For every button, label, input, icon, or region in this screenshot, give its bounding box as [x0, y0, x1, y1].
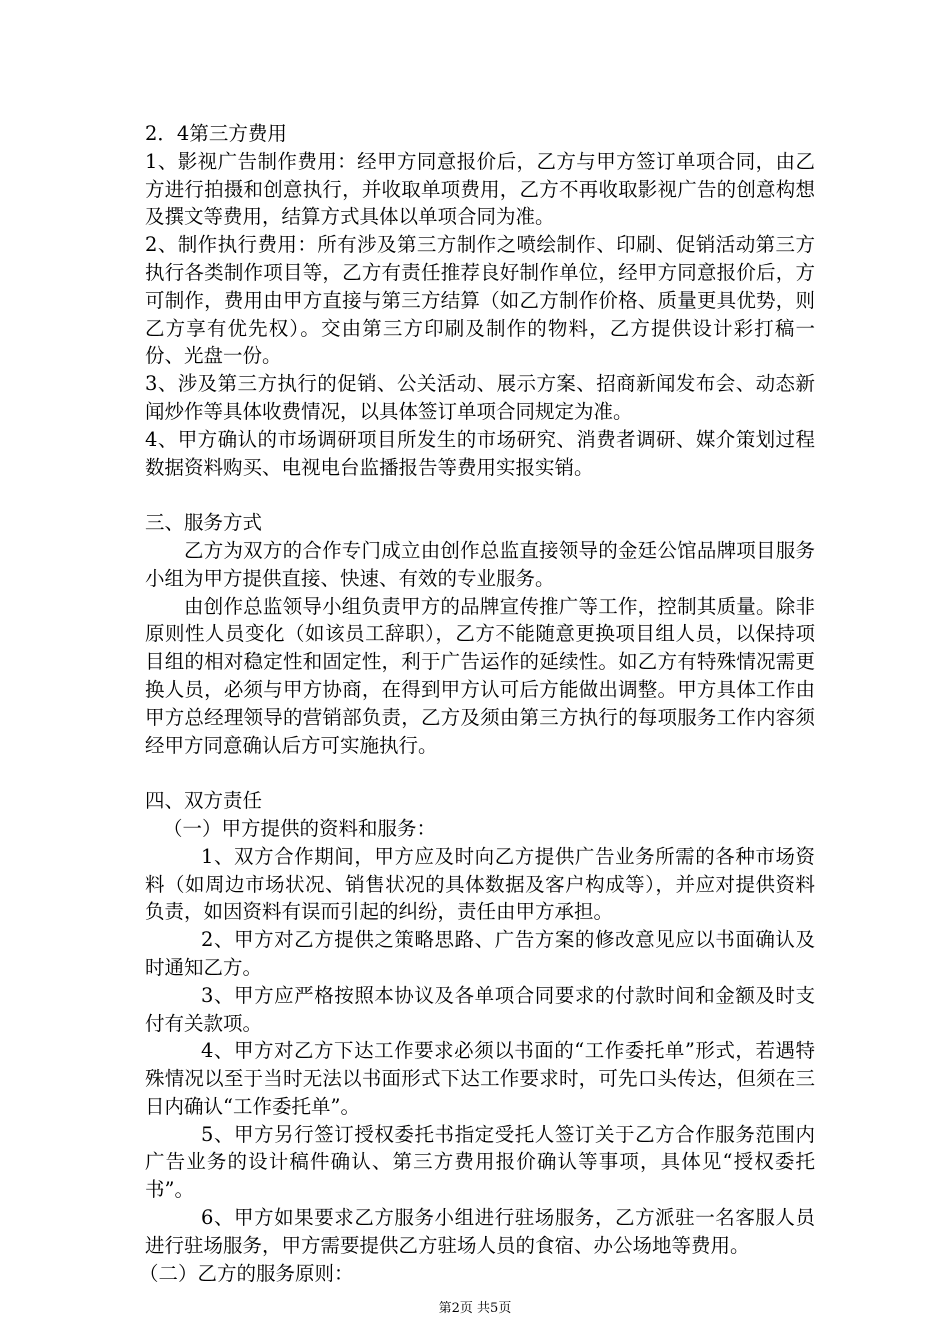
- list-item: 1、双方合作期间，甲方应及时向乙方提供广告业务所需的各种市场资料（如周边市场状况、销售状况的具体数据及客户构成等），并应对提供资料负责，如因资料有误而引起的纠纷，责任由甲方承担。: [145, 844, 815, 924]
- paragraph: 4、甲方确认的市场调研项目所发生的市场研究、消费者调研、媒介策划过程数据资料购买、电视电台监播报告等费用实报实销。: [145, 427, 815, 479]
- subsection-heading: （二）乙方的服务原则：: [139, 1261, 354, 1285]
- subsection-heading: （一）甲方提供的资料和服务：: [163, 816, 437, 840]
- list-item: 6、甲方如果要求乙方服务小组进行驻场服务，乙方派驻一名客服人员进行驻场服务，甲方需要提供乙方驻场人员的食宿、办公场地等费用。: [145, 1206, 815, 1257]
- list-item: 2、甲方对乙方提供之策略思路、广告方案的修改意见应以书面确认及时通知乙方。: [145, 928, 815, 979]
- paragraph: 乙方为双方的合作专门成立由创作总监直接领导的金廷公馆品牌项目服务小组为甲方提供直接、快速、有效的专业服务。: [145, 538, 815, 590]
- section-heading-responsibilities: 四、双方责任: [145, 789, 263, 813]
- document-body: [139, 120, 815, 1287]
- paragraph: 1、影视广告制作费用：经甲方同意报价后，乙方与甲方签订单项合同，由乙方进行拍摄和创意执行，并收取单项费用，乙方不再收取影视广告的创意构想及撰文等费用，结算方式具体以单项合同为准。: [145, 149, 815, 229]
- paragraph: 由创作总监领导小组负责甲方的品牌宣传推广等工作，控制其质量。除非原则性人员变化（如该员工辞职），乙方不能随意更换项目组人员，以保持项目组的相对稳定性和固定性，利于广告运作的延续性。如乙方有特殊情况需更换人员，必须与甲方协商，在得到甲方认可后方能做出调整。甲方具体工作由甲方总经理领导的营销部负责，乙方及须由第三方执行的每项服务工作内容须经甲方同意确认后方可实施执行。: [145, 594, 815, 757]
- page-footer: 第2页 共5页: [438, 1301, 512, 1316]
- paragraph: 2、制作执行费用：所有涉及第三方制作之喷绘制作、印刷、促销活动第三方执行各类制作项目等，乙方有责任推荐良好制作单位，经甲方同意报价后，方可制作，费用由甲方直接与第三方结算（如乙方制作价格、质量更具优势，则乙方享有优先权）。交由第三方印刷及制作的物料，乙方提供设计彩打稿一份、光盘一份。: [145, 233, 815, 368]
- list-item: 3、甲方应严格按照本协议及各单项合同要求的付款时间和金额及时支付有关款项。: [145, 983, 815, 1035]
- blank-line: [145, 481, 815, 509]
- paragraph: 3、涉及第三方执行的促销、公关活动、展示方案、招商新闻发布会、动态新闻炒作等具体收费情况，以具体签订单项合同规定为准。: [145, 372, 815, 423]
- section-heading-third-party-fees: 2．4第三方费用: [145, 122, 287, 145]
- list-item: 5、甲方另行签订授权委托书指定受托人签订关于乙方合作服务范围内广告业务的设计稿件确认、第三方费用报价确认等事项，具体见“授权委托书”。: [145, 1122, 815, 1202]
- blank-line: [145, 759, 815, 787]
- list-item: 4、甲方对乙方下达工作要求必须以书面的“工作委托单”形式，若遇特殊情况以至于当时无法以书面形式下达工作要求时，可先口头传达，但须在三日内确认“工作委托单”。: [145, 1039, 815, 1118]
- section-heading-service-mode: 三、服务方式: [145, 511, 263, 535]
